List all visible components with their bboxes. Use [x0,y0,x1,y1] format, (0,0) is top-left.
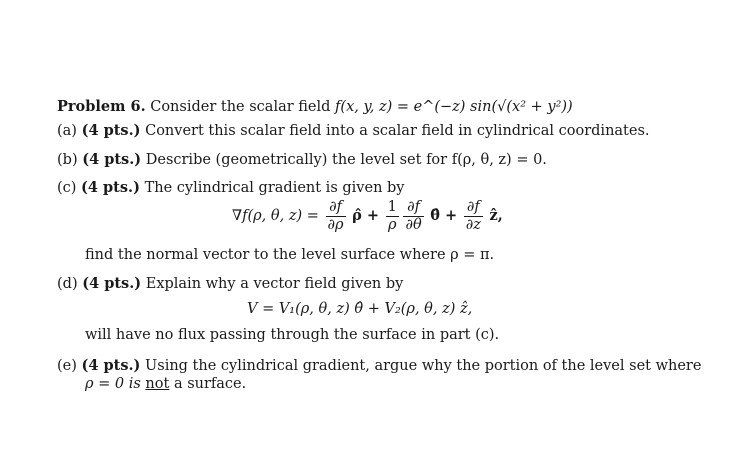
part-a-text: Convert this scalar field into a scalar field in cylindrical coordinates. [145,123,650,139]
part-e [57,357,701,375]
gradient-term2-fraction [403,199,423,233]
part-c-followup-text: find the normal vector to the level surface where ρ = π. [85,247,495,263]
part-d-text: Explain why a vector field given by [145,276,404,292]
part-a-label: (a) [57,123,77,139]
problem-heading: Problem 6. [57,98,146,115]
part-e-points: (4 pts.) [81,357,141,374]
part-b-points: (4 pts.) [82,151,142,168]
vector-field-formula [247,301,472,318]
part-e-line2 [85,376,246,393]
part-e-text: Using the cylindrical gradient, argue why the portion of the level set where [145,358,702,374]
problem-intro-formula: f(x, y, z) = e^(−z) sin(√(x² + y²)) [335,99,573,115]
gradient-term3-fraction [464,199,483,233]
part-c-followup [85,247,494,264]
part-e-not-underlined: not [145,376,170,392]
term1-denominator: ∂ρ [327,216,344,233]
part-d-points: (4 pts.) [82,275,142,292]
part-d-followup-text: will have no flux passing through the surface in part (c). [85,327,500,343]
gradient-term1-unit: ρ̂ + [352,207,379,225]
part-c [57,179,405,197]
term1-numerator: ∂f [326,199,346,217]
part-b-text: Describe (geometrically) the level set for f(ρ, θ, z) = 0. [145,152,547,168]
term3-numerator: ∂f [464,199,483,217]
problem-intro: Consider the scalar field [150,99,331,115]
part-d [57,275,403,293]
part-c-text: The cylindrical gradient is given by [144,180,405,196]
gradient-term1-fraction [326,199,346,233]
term2-coef-numerator: 1 [387,199,397,215]
part-c-label: (c) [57,180,77,196]
gradient-lhs: ∇f(ρ, θ, z) = [232,208,319,225]
term3-denominator: ∂z [465,216,481,233]
gradient-term2-coef [386,199,399,233]
problem-heading-line [57,98,573,116]
part-e-line2-prefix: ρ = 0 is [85,376,141,392]
part-b [57,151,547,169]
part-c-points: (4 pts.) [81,179,140,196]
part-e-line2-suffix: a surface. [173,376,247,392]
vector-field-formula-text: V = V₁(ρ, θ, z) θ̂ + V₂(ρ, θ, z) ẑ, [247,301,473,317]
gradient-term3-unit: ẑ, [489,207,503,225]
part-d-label: (d) [57,276,78,292]
gradient-formula [232,199,503,233]
part-d-followup [85,327,499,344]
part-e-label: (e) [57,358,77,374]
part-a-points: (4 pts.) [81,122,141,139]
term2-numerator: ∂f [403,199,423,217]
gradient-term2-unit: θ̂ + [430,207,458,225]
term2-coef-denominator: ρ [387,216,397,233]
part-a [57,122,650,140]
part-b-label: (b) [57,152,78,168]
term2-denominator: ∂θ [405,216,422,233]
